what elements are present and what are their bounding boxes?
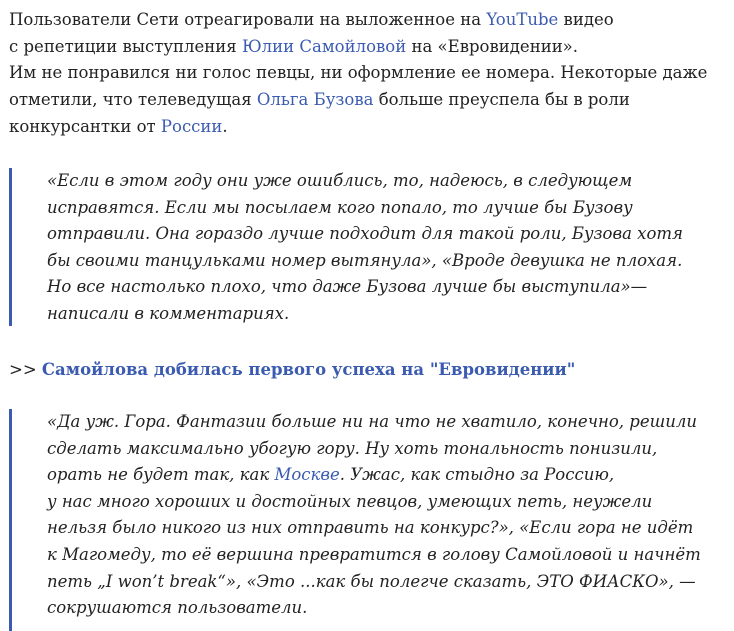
quote-line: бы своими танцульками номер вытянула», «Вроде девушка не плохая. xyxy=(47,250,683,270)
text: отметили, что телеведущая xyxy=(9,90,257,110)
quote-line: отправили. Она гораздо лучше подходит для такой роли, Бузова хотя xyxy=(47,224,683,244)
text: Пользователи Сети отреагировали на выложенное на xyxy=(9,10,487,29)
blockquote-comments-1 xyxy=(9,168,687,326)
related-article-link[interactable]: Самойлова добилась первого успеха на "Евровидении" xyxy=(41,360,576,379)
quote-line: «Если в этом году они уже ошиблись, то, надеюсь, в следующем xyxy=(47,171,633,190)
quote-line: написали в комментариях. xyxy=(47,303,290,323)
quote-line: нельзя было никого из них отправить на конкурс?», «Если гора не идёт xyxy=(47,518,694,538)
text: . xyxy=(222,116,228,136)
quote-line: сделать максимально убогую гору. Ну хоть тональность понизили, xyxy=(47,438,658,458)
link-buzova[interactable]: Ольга Бузова xyxy=(256,90,374,110)
link-samoylova[interactable]: Юлии Самойловой xyxy=(241,36,407,56)
paragraph-line: Им не понравился ни голос певцы, ни оформление ее номера. Некоторые даже xyxy=(9,63,708,83)
intro-paragraph xyxy=(9,7,729,141)
text: больше преуспела бы в роли xyxy=(373,90,630,110)
text: . Ужас, как стыдно за Россию, xyxy=(339,465,615,485)
paragraph-line xyxy=(9,87,729,114)
text: конкурсантки от xyxy=(9,116,161,136)
related-article xyxy=(9,357,575,383)
quote-line: исправятся. Если мы посылаем кого попало, то лучше бы Бузову xyxy=(47,197,633,217)
blockquote-comments-2 xyxy=(9,409,701,631)
related-prefix: >> xyxy=(9,360,42,379)
text: на «Евровидении». xyxy=(406,36,579,56)
paragraph-line xyxy=(9,34,729,61)
link-moscow[interactable]: Москве xyxy=(274,465,340,485)
text: с репетиции выступления xyxy=(9,36,242,56)
paragraph-line xyxy=(9,114,729,141)
quote-line: петь „I won’t break“», «Это ...как бы полегче сказать, ЭТО ФИАСКО», — xyxy=(47,571,696,591)
quote-line: сокрушаются пользователи. xyxy=(47,598,308,618)
quote-line: Но все настолько плохо, что даже Бузова лучше бы выступила»— xyxy=(47,277,648,297)
text: видео xyxy=(558,10,614,29)
link-russia[interactable]: России xyxy=(160,116,223,136)
quote-line: «Да уж. Гора. Фантазии больше ни на что не хватило, конечно, решили xyxy=(47,412,697,431)
quote-line xyxy=(47,462,687,489)
quote-line: к Магомеду, то её вершина превратится в голову Самойловой и начнёт xyxy=(47,544,701,564)
quote-line: у нас много хороших и достойных певцов, умеющих петь, неужели xyxy=(47,491,653,511)
paragraph-line xyxy=(9,7,729,34)
link-youtube[interactable]: YouTube xyxy=(486,10,559,29)
text: орать не будет так, как xyxy=(47,465,275,485)
